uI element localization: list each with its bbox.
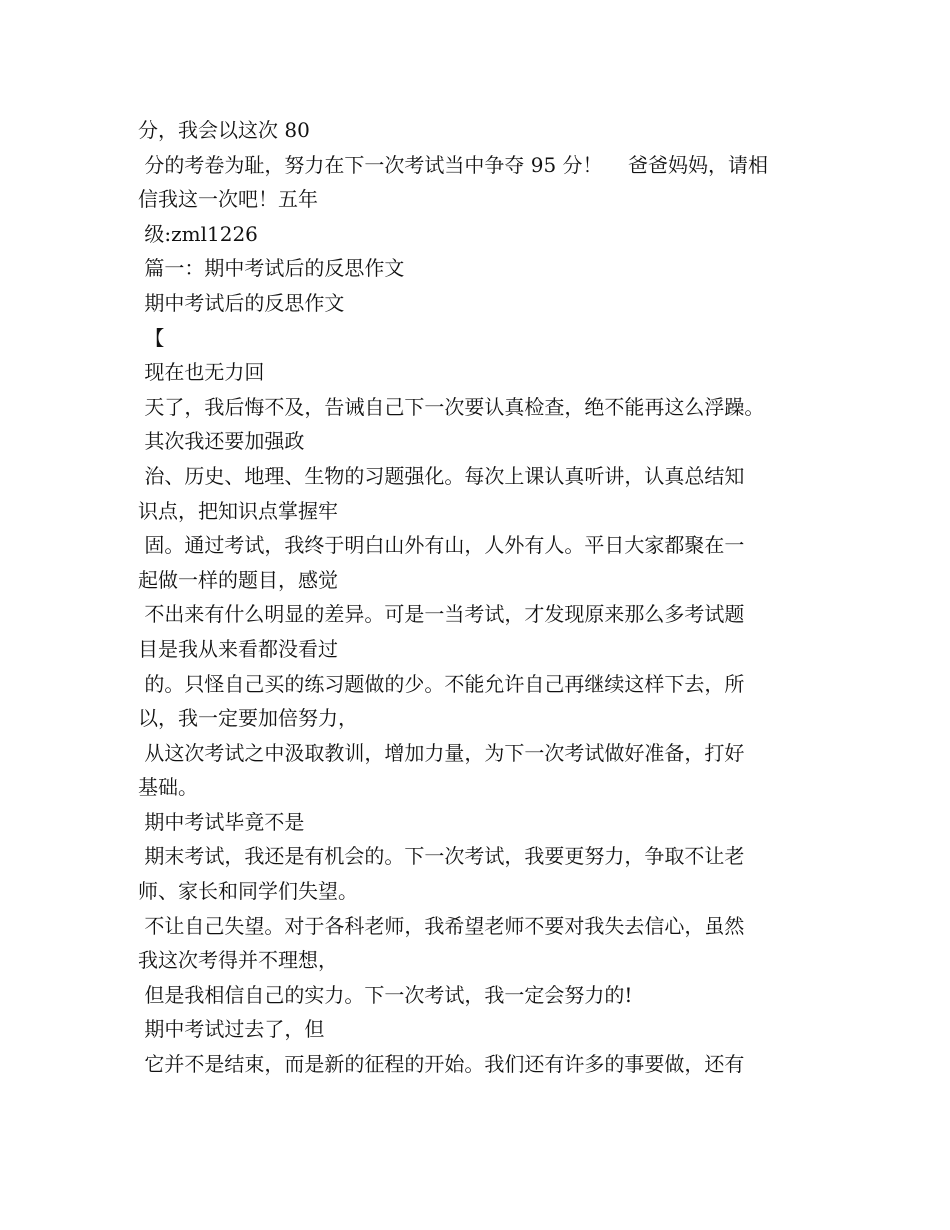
text-line: 但是我相信自己的实力。下一次考试，我一定会努力的! [138,982,633,1007]
text-line: 从这次考试之中汲取教训，增加力量，为下一次考试做好准备，打好 [138,740,745,765]
text-line: 现在也无力回 [138,360,265,385]
text-line: 分，我会以这次 80 [138,118,310,142]
text-line: 师、家长和同学们失望。 [138,879,358,904]
text-line: 治、历史、地理、生物的习题强化。每次上课认真听讲，认真总结知 [138,463,745,488]
text-line: 其次我还要加强政 [138,429,305,454]
text-line: 识点，把知识点掌握牢 [138,498,338,523]
text-line: 它并不是结束，而是新的征程的开始。我们还有许多的事要做，还有 [138,1052,745,1077]
text-line: 【 [138,325,165,350]
document-body [138,113,818,1082]
text-line: 的。只怪自己买的练习题做的少。不能允许自己再继续这样下去，所 [138,671,745,696]
text-line: 篇一：期中考试后的反思作文 [138,256,405,281]
text-line: 信我这一次吧！五年 [138,187,318,212]
text-line: 以，我一定要加倍努力， [138,706,358,731]
text-line: 起做一样的题目，感觉 [138,567,338,592]
text-line: 期末考试，我还是有机会的。下一次考试，我要更努力，争取不让老 [138,844,745,869]
text-line: 基础。 [138,775,198,800]
text-line: 期中考试过去了，但 [138,1017,325,1042]
text-line: 不让自己失望。对于各科老师，我希望老师不要对我失去信心，虽然 [138,913,745,938]
text-line: 目是我从来看都没看过 [138,636,338,661]
text-line: 分的考卷为耻，努力在下一次考试当中争夺 95 分！ 爸爸妈妈，请相 [138,152,768,177]
text-line: 我这次考得并不理想， [138,948,338,973]
text-line: 期中考试毕竟不是 [138,809,305,834]
text-line: 级:zml1226 [138,221,258,246]
text-line: 固。通过考试，我终于明白山外有山，人外有人。平日大家都聚在一 [138,533,745,558]
text-line: 天了，我后悔不及，告诫自己下一次要认真检查，绝不能再这么浮躁。 [138,394,765,419]
text-line: 不出来有什么明显的差异。可是一当考试，才发现原来那么多考试题 [138,602,745,627]
text-line: 期中考试后的反思作文 [138,290,345,315]
